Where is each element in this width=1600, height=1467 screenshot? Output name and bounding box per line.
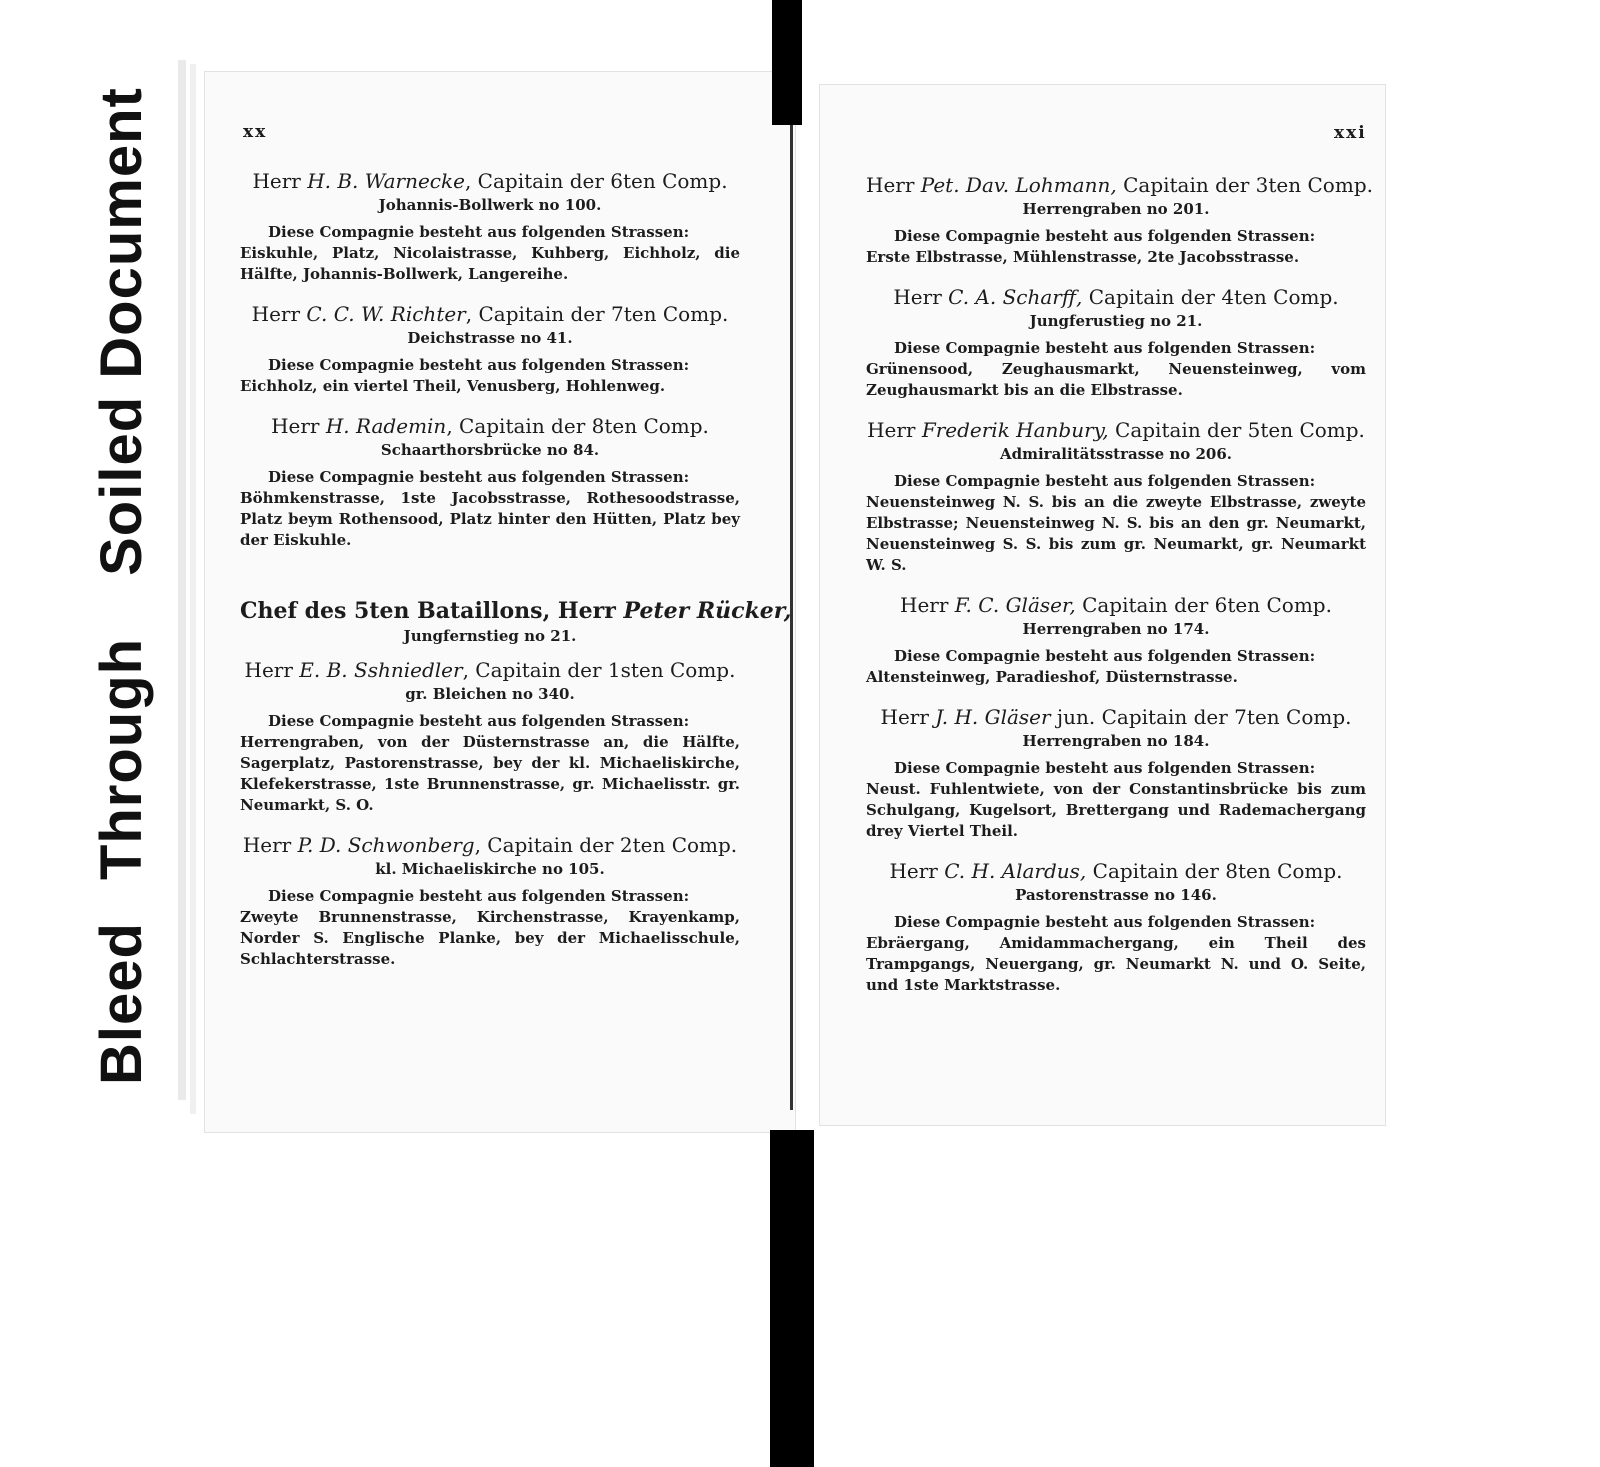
captain-rank: Capitain der 7ten Comp. (478, 302, 729, 326)
captain-rank: Capitain der 8ten Comp. (1092, 859, 1343, 883)
streets-intro: Diese Compagnie besteht aus folgenden Strassen: (894, 472, 1316, 490)
herr-label: Herr (251, 302, 301, 326)
captain-address: gr. Bleichen no 340. (405, 685, 575, 703)
company-streets (240, 467, 740, 551)
company-streets (866, 912, 1366, 996)
captain-rank: Capitain der 8ten Comp. (459, 414, 709, 438)
company-entry (866, 417, 1366, 576)
bleed-through-soiled-stamp (88, 87, 155, 1085)
captain-name: Pet. Dav. Lohmann, (920, 173, 1117, 197)
streets-list: Eiskuhle, Platz, Nicolaistrasse, Kuhberg, Eichholz, die Hälfte, Johannis-Bollwerk, Langereihe. (240, 244, 740, 283)
captain-address: kl. Michaeliskirche no 105. (375, 860, 605, 878)
company-entry (240, 832, 740, 970)
right-page-text (866, 172, 1373, 1012)
captain-name: H. Rademin (325, 414, 447, 438)
captain-address: Herrengraben no 201. (1022, 200, 1210, 218)
captain-heading: Herr E. B. Sshniedler, Capitain der 1sten Comp. (244, 658, 736, 682)
spine-bottom (770, 1130, 814, 1467)
captain-rank: Capitain der 2ten Comp. (487, 833, 738, 857)
company-entry (240, 301, 740, 397)
captain-rank: Capitain der 6ten Comp. (477, 169, 728, 193)
left-page-text (240, 168, 792, 986)
battalion-chief-heading (240, 597, 792, 625)
captain-heading (866, 858, 1366, 884)
company-entry (240, 657, 740, 816)
streets-intro: Diese Compagnie besteht aus folgenden Strassen: (894, 913, 1316, 931)
captain-name: C. A. Scharff, (948, 285, 1083, 309)
book-edge-left-inner (190, 64, 196, 1114)
company-entry (240, 413, 740, 551)
company-streets (240, 886, 740, 970)
captain-name: F. C. Gläser, (954, 593, 1076, 617)
company-streets (240, 355, 740, 397)
captain-name: P. D. Schwonberg (297, 833, 475, 857)
herr-label: Herr (866, 173, 915, 197)
herr-label: Herr (867, 418, 916, 442)
herr-label: Herr (880, 705, 929, 729)
company-entry (866, 592, 1366, 688)
captain-name: E. B. Sshniedler (299, 658, 463, 682)
captain-heading (866, 417, 1366, 443)
streets-list: Altensteinweg, Paradieshof, Düsternstrasse. (866, 668, 1238, 686)
captain-address: Jungferustieg no 21. (1029, 312, 1203, 330)
captain-name: Frederik Hanbury, (921, 418, 1109, 442)
streets-list: Ebräergang, Amidammachergang, ein Theil des Trampgangs, Neuergang, gr. Neumarkt N. und O. Seite, und 1ste Marktstrasse. (866, 934, 1366, 994)
streets-list: Böhmkenstrasse, 1ste Jacobsstrasse, Rothesoodstrasse, Platz beym Rothensood, Platz hinter den Hütten, Platz bey der Eiskuhle. (240, 489, 740, 549)
captain-heading (866, 284, 1366, 310)
captain-heading: Herr P. D. Schwonberg, Capitain der 2ten Comp. (242, 833, 738, 857)
captain-heading: Herr C. C. W. Richter, Capitain der 7ten Comp. (251, 302, 729, 326)
captain-name: H. B. Warnecke (307, 169, 465, 193)
herr-label: Herr (242, 833, 292, 857)
streets-list: Eichholz, ein viertel Theil, Venusberg, Hohlenweg. (240, 377, 666, 395)
company-entry (866, 284, 1366, 401)
streets-intro: Diese Compagnie besteht aus folgenden Strassen: (894, 647, 1316, 665)
captain-address: Admiralitätsstrasse no 206. (999, 445, 1233, 463)
stamp-word-bleed: Bleed (89, 922, 154, 1085)
streets-intro: Diese Compagnie besteht aus folgenden Strassen: (268, 887, 690, 905)
captain-name: C. H. Alardus, (944, 859, 1087, 883)
herr-label: Herr (900, 593, 949, 617)
captain-rank: Capitain der 1sten Comp. (475, 658, 736, 682)
streets-intro: Diese Compagnie besteht aus folgenden Strassen: (268, 712, 690, 730)
streets-intro: Diese Compagnie besteht aus folgenden Strassen: (894, 339, 1316, 357)
book-edge-left (178, 60, 186, 1100)
company-streets (866, 471, 1366, 576)
captain-address: Johannis-Bollwerk no 100. (378, 196, 602, 214)
company-entry (866, 704, 1366, 842)
captain-rank: Capitain der 6ten Comp. (1082, 593, 1332, 617)
herr-label: Herr (889, 859, 938, 883)
company-entry (866, 858, 1366, 996)
company-streets (866, 226, 1366, 268)
right-page-number: xxi (1334, 123, 1367, 143)
company-streets (866, 646, 1366, 688)
captain-name: J. H. Gläser (935, 705, 1051, 729)
captain-address: Herrengraben no 174. (1022, 620, 1210, 638)
company-streets (240, 222, 740, 285)
captain-address: Schaarthorsbrücke no 84. (380, 441, 600, 459)
herr-label: Herr (244, 658, 293, 682)
company-streets (866, 338, 1366, 401)
captain-heading (866, 704, 1366, 730)
herr-label: Herr (271, 414, 320, 438)
chief-label: Chef des 5ten Bataillons, Herr (240, 598, 616, 624)
captain-heading (866, 592, 1366, 618)
captain-heading: Herr H. Rademin, Capitain der 8ten Comp. (271, 414, 709, 438)
left-page-number: xx (243, 122, 268, 142)
herr-label: Herr (252, 169, 301, 193)
streets-intro: Diese Compagnie besteht aus folgenden Strassen: (894, 227, 1316, 245)
stamp-word-soiled-document: Soiled Document (89, 87, 154, 576)
captain-heading (866, 172, 1373, 198)
herr-label: Herr (893, 285, 942, 309)
chief-address: Jungfernstieg no 21. (403, 627, 577, 645)
captain-address: Herrengraben no 184. (1022, 732, 1210, 750)
spine-top (772, 0, 802, 125)
streets-intro: Diese Compagnie besteht aus folgenden Strassen: (268, 356, 690, 374)
captain-rank: jun. Capitain der 7ten Comp. (1056, 705, 1352, 729)
streets-list: Erste Elbstrasse, Mühlenstrasse, 2te Jacobsstrasse. (866, 248, 1300, 266)
captain-rank: Capitain der 4ten Comp. (1088, 285, 1339, 309)
captain-name: C. C. W. Richter (306, 302, 466, 326)
captain-rank: Capitain der 5ten Comp. (1115, 418, 1365, 442)
streets-list: Grünensood, Zeughausmarkt, Neuensteinweg, vom Zeughausmarkt bis an die Elbstrasse. (866, 360, 1366, 399)
stamp-word-through: Through (89, 637, 154, 881)
company-streets (866, 758, 1366, 842)
chief-name: Peter Rücker, (623, 598, 792, 624)
company-entry (866, 172, 1373, 268)
captain-address: Pastorenstrasse no 146. (1015, 886, 1217, 904)
captain-rank: Capitain der 3ten Comp. (1123, 173, 1373, 197)
streets-list: Neuensteinweg N. S. bis an die zweyte Elbstrasse, zweyte Elbstrasse; Neuensteinweg N. S. bis an den gr. Neumarkt, Neuensteinweg S. S. bis zum gr. Neumarkt, gr. Neumarkt W. S. (866, 493, 1366, 574)
captain-heading: Herr H. B. Warnecke, Capitain der 6ten Comp. (252, 169, 728, 193)
streets-list: Herrengraben, von der Düsternstrasse an, die Hälfte, Sagerplatz, Pastorenstrasse, bey der kl. Michaeliskirche, Klefekerstrasse, 1ste Brunnenstrasse, gr. Michaelisstr. gr. Neumarkt, S. O. (240, 733, 740, 814)
company-streets (240, 711, 740, 816)
captain-address: Deichstrasse no 41. (407, 329, 573, 347)
streets-intro: Diese Compagnie besteht aus folgenden Strassen: (268, 468, 690, 486)
streets-list: Zweyte Brunnenstrasse, Kirchenstrasse, Krayenkamp, Norder S. Englische Planke, bey der Michaelisschule, Schlachterstrasse. (240, 908, 740, 968)
streets-intro: Diese Compagnie besteht aus folgenden Strassen: (894, 759, 1316, 777)
streets-intro: Diese Compagnie besteht aus folgenden Strassen: (268, 223, 690, 241)
streets-list: Neust. Fuhlentwiete, von der Constantinsbrücke bis zum Schulgang, Kugelsort, Brettergang und Rademachergang drey Viertel Theil. (866, 780, 1366, 840)
company-entry (240, 168, 740, 285)
